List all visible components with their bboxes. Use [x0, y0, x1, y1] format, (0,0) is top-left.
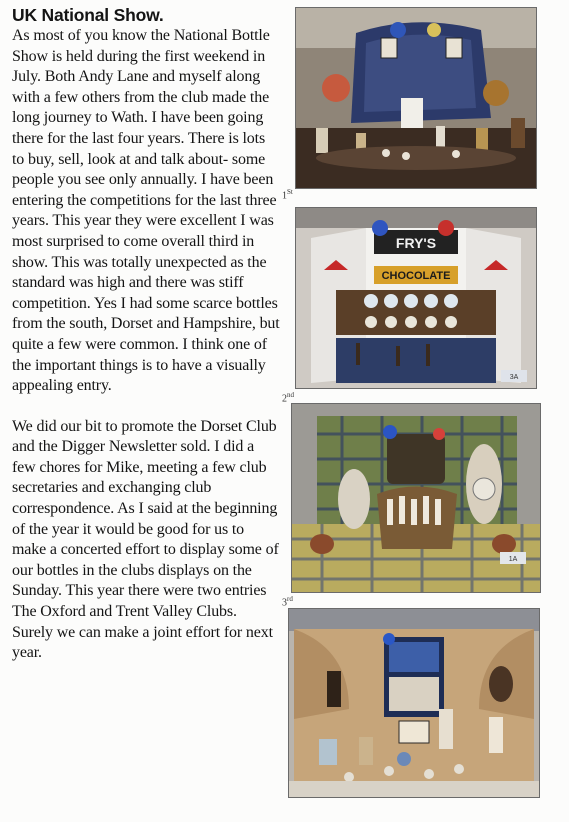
photo-3-place-label: 3rd — [282, 595, 293, 609]
article-paragraph-1: As most of you know the National Bottle Show is held during the first weekend in July. Both Andy Lane and myself along with a few others from the club made the long journey to Wath. I have been going there for the last four years. There is lots to buy, sell, look at and talk about- some people you see only annually. I have been entering the competitions for the last three years. This year they were excellent I was most surprised to come overall third in show. This was totally unexpected as the standard was high and there was stiff competition. Yes I had some scarce bottles from the south, Dorset and Hampshire, but quite a few were common. I think one of the important things is to have a visually appealing entry. — [12, 27, 280, 395]
photo-second-place-display — [295, 207, 537, 389]
photo-2-place-label: 2nd — [282, 391, 294, 405]
photo-2-sign-bottom: CHOCOLATE — [381, 270, 451, 282]
article-title: UK National Show. — [12, 5, 164, 25]
article-paragraph-2: We did our bit to promote the Dorset Club and the Digger Newsletter sold. I did a few chores for Mike, meeting a few club secretaries and exchanging club correspondence. As I said at the beginning of the year it would be good for us to make a concerted effort to display some of our bottles in the clubs displays on the Sunday. This year there were two entries The Oxford and Trent Valley Clubs. Surely we can make a joint effort for next year. — [12, 417, 279, 662]
photo-1-place-label: 1St — [282, 188, 293, 202]
photo-3-card: 1A — [508, 556, 518, 563]
photo-4-image — [289, 609, 539, 797]
photo-2-image — [296, 208, 536, 388]
photo-2-sign-top: FRY'S — [395, 235, 437, 251]
photo-1-image — [296, 8, 536, 188]
photo-3-image — [292, 404, 540, 592]
photo-2-card: 3A — [509, 374, 519, 381]
photo-fourth-display — [288, 608, 540, 798]
photo-third-place-display — [291, 403, 541, 593]
photo-first-place-display — [295, 7, 537, 189]
article-text-column — [12, 4, 280, 664]
